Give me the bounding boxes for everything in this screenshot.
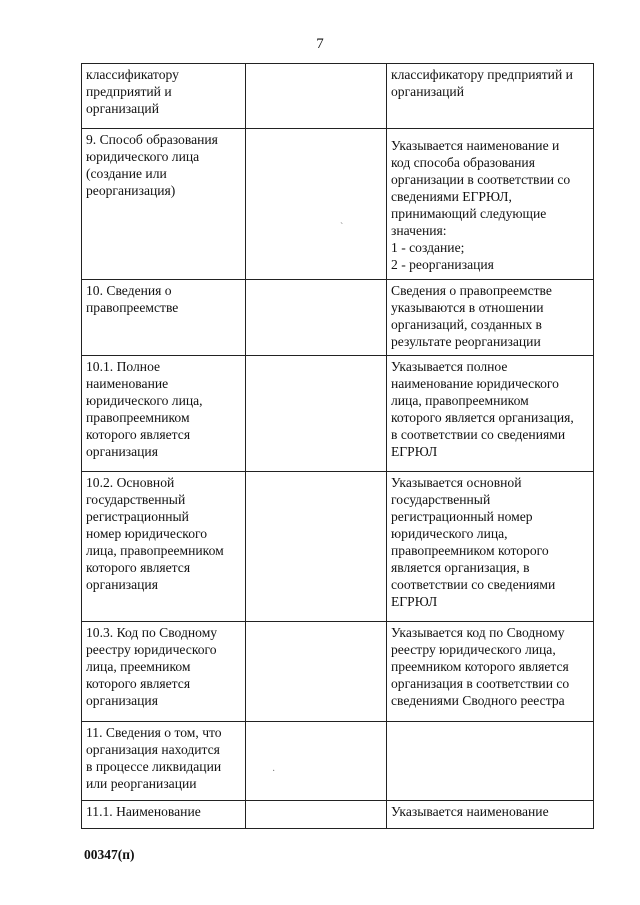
scan-speck: · xyxy=(272,766,276,777)
document-code: 00347(п) xyxy=(84,847,135,862)
description-cell xyxy=(387,356,594,472)
field-name: 9. Способ образования юридического лица (создание или реорганизация) xyxy=(86,132,218,198)
field-name: 10. Сведения о правопреемстве xyxy=(86,283,179,315)
field-name: 10.2. Основной государственный регистрационный номер юридического лица, правопреемником которого является организация xyxy=(86,475,224,592)
description-cell xyxy=(387,801,594,829)
field-description: Указывается наименование и код способа образования организации в соответствии со сведениями ЕГРЮЛ, принимающий следующие значения: 1 - создание; 2 - реорганизация xyxy=(391,138,571,272)
field-description: Указывается основной государственный регистрационный номер юридического лица, правопреемником которого является организация, в соответствии со сведениями ЕГРЮЛ xyxy=(391,475,556,609)
value-cell xyxy=(246,622,387,722)
field-description: Указывается наименование xyxy=(391,804,549,819)
field-description: Указывается код по Сводному реестру юридического лица, преемником которого является организация в соответствии со сведениями Сводного реестра xyxy=(391,625,570,708)
field-name-cell xyxy=(82,722,246,801)
description-cell xyxy=(387,129,594,280)
table-row xyxy=(82,622,594,722)
field-name-cell xyxy=(82,801,246,829)
description-cell xyxy=(387,64,594,129)
table-row xyxy=(82,129,594,280)
table-row xyxy=(82,801,594,829)
field-name-cell xyxy=(82,472,246,622)
description-cell xyxy=(387,622,594,722)
value-cell xyxy=(246,280,387,356)
value-cell xyxy=(246,801,387,829)
field-name: классификатору предприятий и организаций xyxy=(86,67,179,116)
value-cell xyxy=(246,64,387,129)
field-description: классификатору предприятий и организаций xyxy=(391,67,573,99)
field-name: 10.3. Код по Сводному реестру юридического лица, преемником которого является организация xyxy=(86,625,218,708)
scan-speck: ˋ xyxy=(340,222,344,233)
table-row xyxy=(82,280,594,356)
value-cell xyxy=(246,722,387,801)
field-name-cell xyxy=(82,129,246,280)
field-name: 10.1. Полное наименование юридического лица, правопреемником которого является организация xyxy=(86,359,203,459)
description-cell xyxy=(387,280,594,356)
field-name-cell xyxy=(82,622,246,722)
description-cell xyxy=(387,722,594,801)
page-number: 7 xyxy=(316,36,324,52)
table-row xyxy=(82,472,594,622)
value-cell xyxy=(246,129,387,280)
value-cell xyxy=(246,472,387,622)
field-name-cell xyxy=(82,64,246,129)
table-row xyxy=(82,64,594,129)
field-name: 11.1. Наименование xyxy=(86,804,201,819)
field-name-cell xyxy=(82,356,246,472)
value-cell xyxy=(246,356,387,472)
field-description: Указывается полное наименование юридического лица, правопреемником которого является организация, в соответствии со сведениями ЕГРЮЛ xyxy=(391,359,574,459)
description-cell xyxy=(387,472,594,622)
field-description: Сведения о правопреемстве указываются в отношении организаций, созданных в результате реорганизации xyxy=(391,283,552,349)
field-name: 11. Сведения о том, что организация находится в процессе ликвидации или реорганизации xyxy=(86,725,222,791)
requirements-table xyxy=(81,63,594,829)
field-name-cell xyxy=(82,280,246,356)
table-row xyxy=(82,722,594,801)
table-row xyxy=(82,356,594,472)
